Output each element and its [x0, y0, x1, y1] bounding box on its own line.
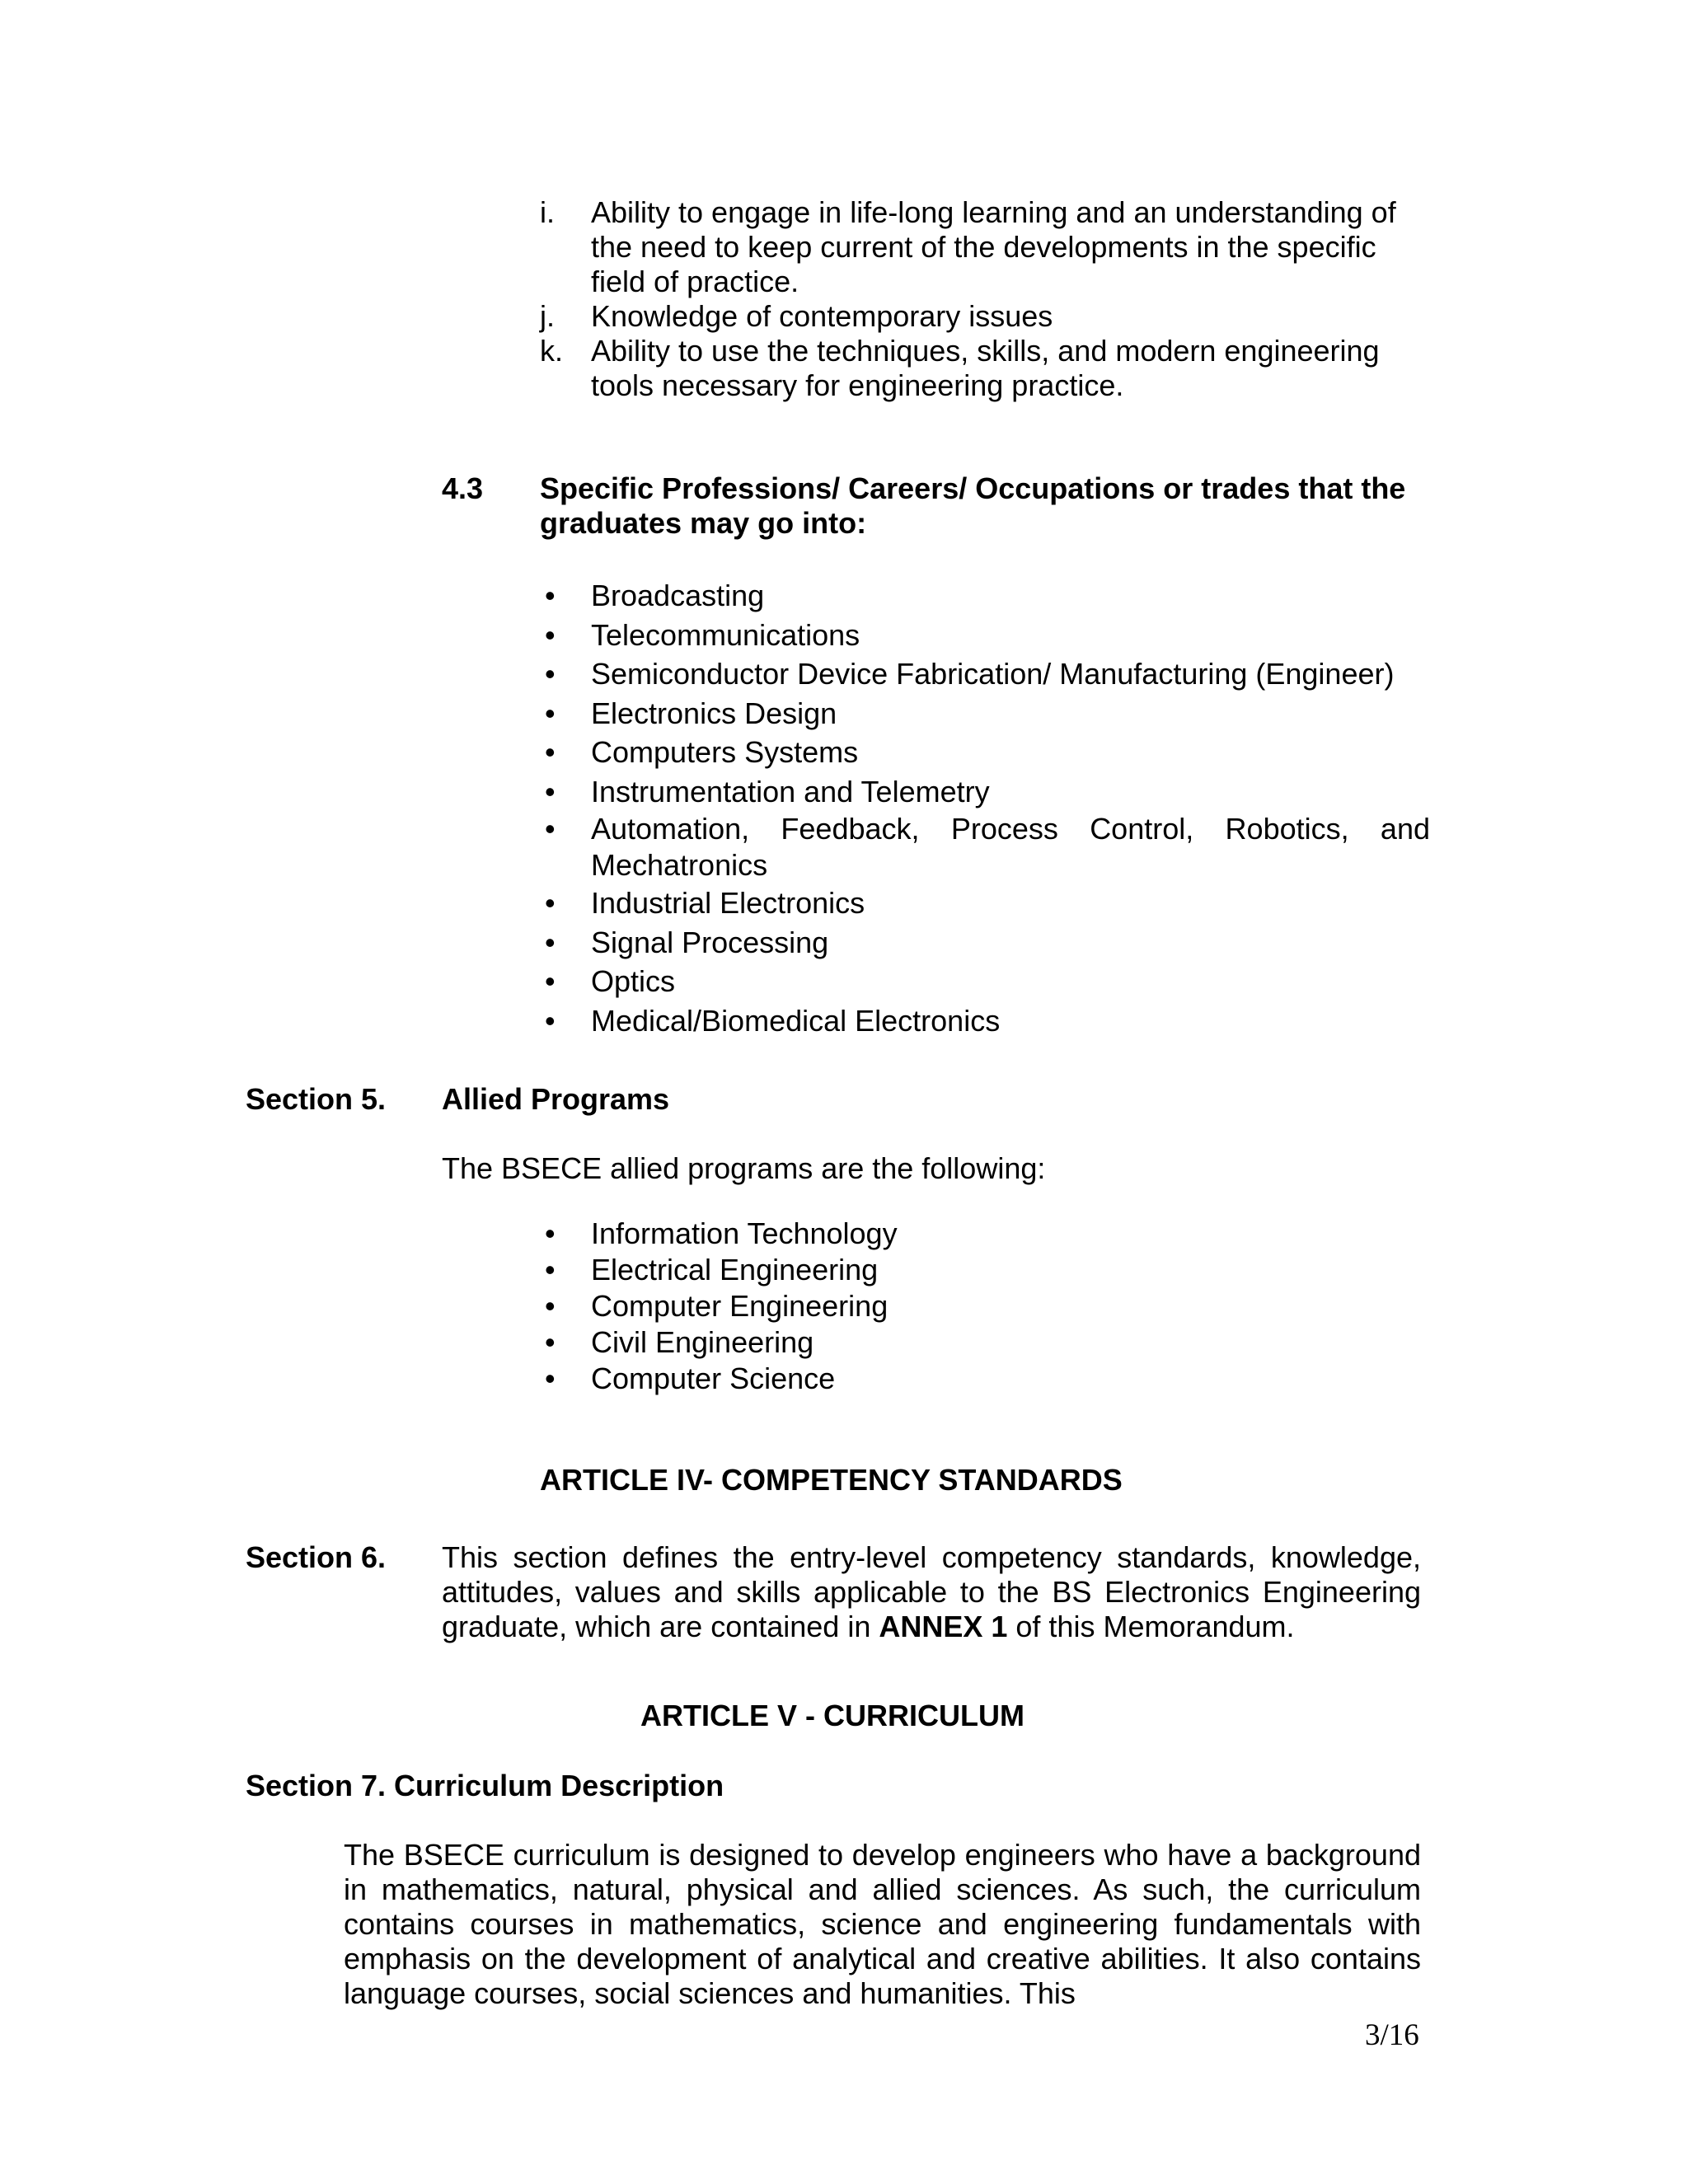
section-intro: The BSECE allied programs are the following:: [442, 1151, 1046, 1185]
section-label: Section 6.: [246, 1540, 387, 1574]
article-title: ARTICLE V - CURRICULUM: [640, 1699, 1025, 1732]
list-item: • Electronics Design: [540, 694, 1430, 733]
section-body: The BSECE curriculum is designed to develop engineers who have a background in mathematics, natural, physical and allied sciences. As such, the curriculum contains courses in mathematics, science and engineering fundamentals with emphasis on the development of analytical and creative abilities. It also contains language courses, social sciences and humanities. This: [344, 1838, 1421, 2010]
outcome-marker: i.: [540, 195, 555, 229]
outcome-item-i: [540, 195, 1423, 299]
list-item: • Medical/Biomedical Electronics: [540, 1001, 1430, 1041]
section-title: Allied Programs: [442, 1082, 670, 1116]
outcome-item-k: [540, 334, 1423, 403]
bullet-icon: •: [545, 1361, 556, 1395]
list-item: • Computer Engineering: [545, 1289, 889, 1323]
bullet-icon: •: [545, 812, 556, 846]
bullet-icon: •: [545, 735, 556, 769]
bullet-icon: •: [545, 1003, 556, 1038]
annex-reference: ANNEX 1: [879, 1610, 1008, 1643]
outcome-text: Knowledge of contemporary issues: [591, 299, 1053, 333]
list-item: • Civil Engineering: [545, 1325, 814, 1359]
outcome-marker: k.: [540, 334, 564, 368]
bullet-icon: •: [545, 657, 556, 691]
list-item: • Computers Systems: [540, 733, 1430, 772]
list-item: • Optics: [540, 962, 1430, 1001]
article-title: ARTICLE IV- COMPETENCY STANDARDS: [540, 1463, 1123, 1497]
list-item: • Industrial Electronics: [540, 883, 1430, 923]
bullet-icon: •: [545, 925, 556, 959]
careers-list: [540, 576, 1430, 1040]
list-item: • Semiconductor Device Fabrication/ Manufacturing (Engineer): [540, 654, 1430, 694]
bullet-icon: •: [545, 886, 556, 920]
bullet-icon: •: [545, 579, 556, 612]
list-item: • Signal Processing: [540, 923, 1430, 963]
list-item: • Information Technology: [545, 1216, 898, 1250]
subsection-heading: Specific Professions/ Careers/ Occupations or trades that the graduates may go into:: [540, 471, 1406, 540]
allied-programs-list: [540, 1216, 1430, 1397]
list-item: • Telecommunications: [540, 616, 1430, 655]
bullet-icon: •: [545, 1289, 556, 1323]
bullet-icon: •: [545, 1216, 556, 1250]
list-item: • Electrical Engineering: [545, 1253, 879, 1286]
outcome-text: Ability to use the techniques, skills, and modern engineering tools necessary for engineering practice.: [591, 334, 1380, 402]
outcome-text: Ability to engage in life-long learning and an understanding of the need to keep current of the developments in the specific field of practice.: [591, 195, 1396, 298]
outcome-item-j: [540, 299, 1423, 334]
list-item: • Computer Science: [545, 1361, 836, 1395]
section-body: This section defines the entry-level competency standards, knowledge, attitudes, values and skills applicable to the BS Electronics Engineering graduate, which are contained in ANNEX 1 of this Memorandum.: [442, 1540, 1421, 1643]
outcome-marker: j.: [540, 299, 555, 333]
subsection-number: 4.3: [442, 471, 484, 505]
bullet-icon: •: [545, 964, 556, 998]
bullet-icon: •: [545, 617, 556, 652]
list-item: • Automation, Feedback, Process Control, Robotics, and Mechatronics: [545, 812, 1430, 882]
bullet-icon: •: [545, 1253, 556, 1286]
bullet-icon: •: [545, 696, 556, 730]
bullet-icon: •: [545, 774, 556, 808]
bullet-icon: •: [545, 1325, 556, 1359]
section-heading: Section 7. Curriculum Description: [246, 1769, 724, 1802]
list-item: • Broadcasting: [540, 576, 1430, 616]
page-number: 3/16: [1365, 2018, 1419, 2052]
section-label: Section 5.: [246, 1082, 387, 1116]
list-item: • Instrumentation and Telemetry: [540, 772, 1430, 812]
